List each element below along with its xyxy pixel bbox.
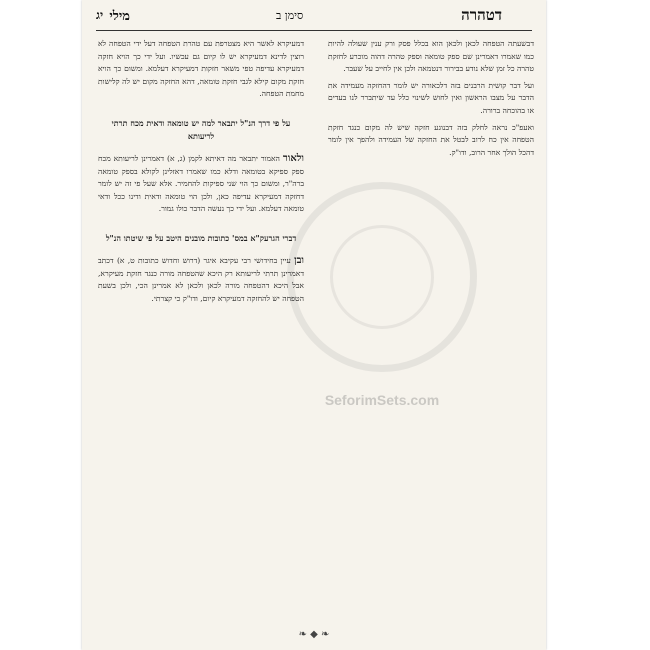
cropped-header-word: מילי [109, 9, 130, 24]
page-number: יג [96, 8, 104, 22]
page-header [96, 6, 532, 28]
right-paragraph-1: דבשעתה הטפחה לכאן ולכאן הוא בכלל פסק ורק ענין שעולה להיות כמו שאמרו דאמרינן שם ספק טומאה וספק טהרה דהוה מוכרע לחזקת טהרה כל זמן שלא נודע בבירור דנטמאה ולכן אין לחייב על שעבר. [328, 39, 534, 74]
left-paragraph-2 [98, 153, 304, 216]
section-subheading-1: על פי דרך הנ"ל יתבאר למה יש טומאה ודאית מכח תרתי לריעותא [111, 117, 291, 141]
left-text-column [98, 38, 304, 508]
left-paragraph-2-text: האמור יתבאר מה דאיתא לקמן (ג, א) דאמרינן לריעותא מכח ספק ספיקא בטומאה ודלא כמו שאמרו דאזלינן לקולא בספק טומאה ברה"ר, ומשום כך הוי שני ספיקות להחמיר. אלא שעל פי זה יש לומר דחזקה דמעיקרא עדיפה כאן, ולכן הוי טומאה ודאית ודינו ככל ודאי טומאה דעלמא. ועל ידי כך נעשה הדבר כולו גמור. [98, 153, 304, 214]
left-paragraph-3 [98, 255, 304, 305]
watermark-text: SeforimSets.com [324, 392, 440, 408]
left-paragraph-1: דמעיקרא לאשר היא מצטרפת עם טהרת הטפחה דעל ידי הטפחה לא רוצין לדינא דמעיקרא יש לו קיום גם עכשיו. ועל ידי כך הויא חזקה דמעיקרא עדיפה טפי משאר חזקות דמעיקרא דעלמא. ומשום כך הויא חזקת מקום קילא לגבי חזקת טומאה, דהא החזקה מקום יש לה קלישות מחמת הטפחה. [98, 39, 304, 99]
right-text-column [328, 38, 534, 598]
section-subheading-2: דברי הגרעק"א במס' כתובות מובנים היטב על פי שיטתו הנ"ל [105, 232, 297, 243]
lead-word-1: ולאור [282, 152, 304, 164]
running-title: דטהרה [461, 6, 502, 24]
left-paragraph-3-text: עיין בחידושי רבי עקיבא איגר (דרוש וחדוש כתובות ט, א) דכתב דאמרינן תרתי לריעותא רק היכא שהטפחה מורה כנגד חזקת מעיקרא, אבל היכא דהטפחה מורה לכאן ולכאן לא אמרינן הכי, ולכן בשעת הטפחה יש להחזקה דמעיקרא קיום, ודו"ק כי קצרתי. [98, 255, 304, 303]
footer-ornament-icon: ❧ ◆ ❧ [298, 629, 330, 640]
right-paragraph-3: ואעפ"כ נראה לחלק בזה דבנוגע חזקה שיש לה מקום כנגד חזקת הטפחה אין כח לרוב לבטל את החזקה של העמידה ולהפך אין לומר דהכל הולך אחר הרוב, ודו"ק. [328, 122, 534, 157]
siman-label: סימן ב [276, 9, 304, 22]
header-rule [96, 30, 532, 31]
right-paragraph-2: ועל דבר קושית הרבנים בזה דלכאורה יש לומר דהחזקה מעמידה את הדבר על מצבו הראשון ואין לחוש לשינוי כלל עד שיתברר לנו בעדים או בהוכחה ברורה. [328, 80, 534, 115]
lead-word-2: ובן [294, 254, 304, 266]
book-page [82, 0, 546, 650]
